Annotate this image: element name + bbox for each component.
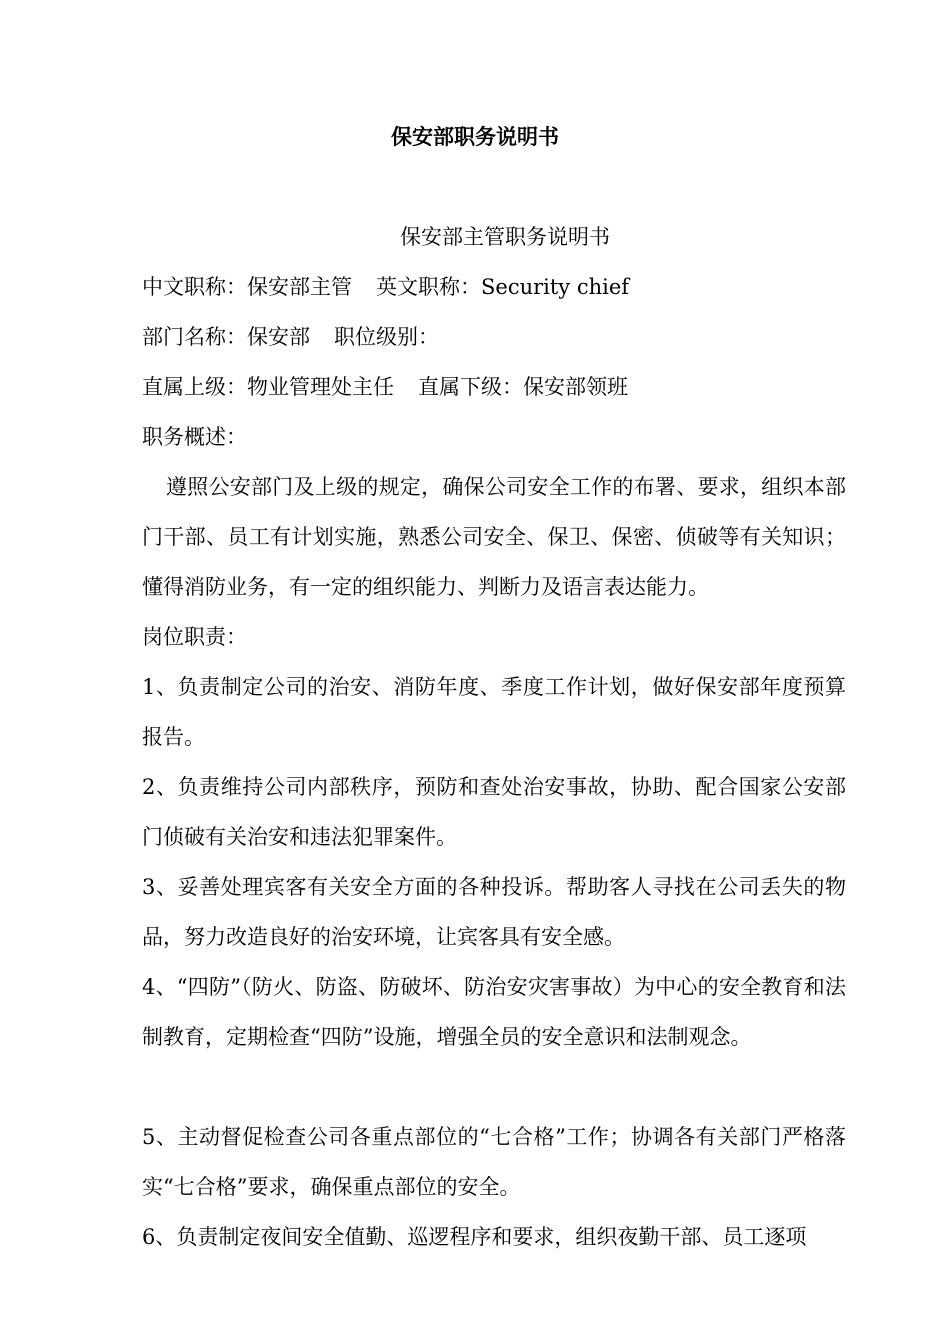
section-subtitle: 保安部主管职务说明书 xyxy=(400,225,610,249)
document-title: 保安部职务说明书 xyxy=(391,124,559,149)
overview-heading: 职务概述： xyxy=(142,425,247,449)
department: 部门名称：保安部 xyxy=(142,325,310,349)
cn-title: 中文职称：保安部主管 xyxy=(142,275,352,299)
info-row-titles xyxy=(142,272,629,302)
duty-item: 4、“四防”（防火、防盗、防破坏、防治安灾害事故）为中心的安全教育和法制教育，定期检查“四防”设施，增强全员的安全意识和法制观念。 xyxy=(142,975,846,1049)
subordinate: 直属下级：保安部领班 xyxy=(418,375,628,399)
duty-item: 3、妥善处理宾客有关安全方面的各种投诉。帮助客人寻找在公司丢失的物品，努力改造良好的治安环境，让宾客具有安全感。 xyxy=(142,875,846,949)
duties-heading: 岗位职责： xyxy=(142,625,247,649)
level: 职位级别： xyxy=(334,325,439,349)
duty-item: 1、负责制定公司的治安、消防年度、季度工作计划，做好保安部年度预算报告。 xyxy=(142,675,846,749)
duty-item: 6、负责制定夜间安全值勤、巡逻程序和要求，组织夜勤干部、员工逐项 xyxy=(142,1225,807,1249)
duty-item: 2、负责维持公司内部秩序，预防和查处治安事故，协助、配合国家公安部门侦破有关治安和违法犯罪案件。 xyxy=(142,775,846,849)
info-row-reporting xyxy=(142,372,628,402)
superior: 直属上级：物业管理处主任 xyxy=(142,375,394,399)
info-row-department xyxy=(142,322,439,352)
en-title: 英文职称：Security chief xyxy=(376,275,630,299)
overview-paragraph: 遵照公安部门及上级的规定，确保公司安全工作的布署、要求，组织本部门干部、员工有计划实施，熟悉公司安全、保卫、保密、侦破等有关知识；懂得消防业务，有一定的组织能力、判断力及语言表达能力。 xyxy=(142,475,846,599)
duty-item: 5、主动督促检查公司各重点部位的“七合格”工作；协调各有关部门严格落实“七合格”要求，确保重点部位的安全。 xyxy=(142,1125,846,1199)
